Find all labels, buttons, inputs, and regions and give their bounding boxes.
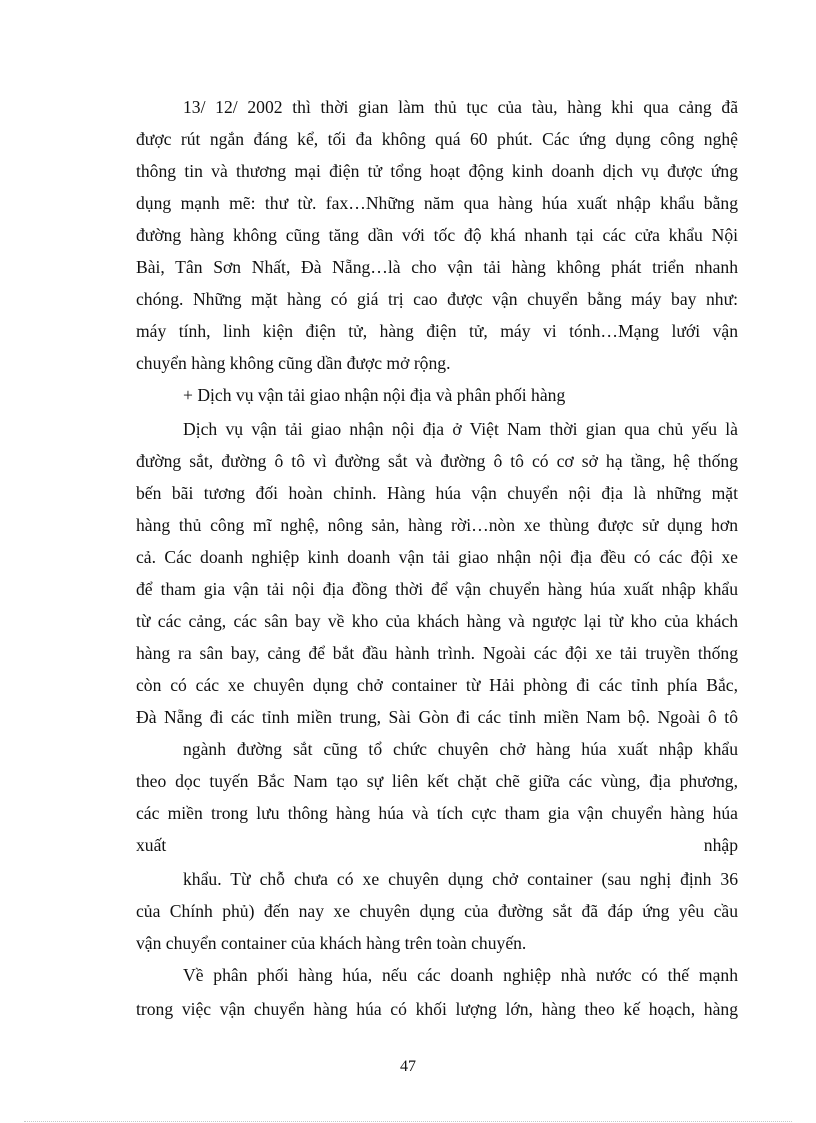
- text-line: Về phân phối hàng húa, nếu các doanh nghiệp nhà nước có thế mạnh: [183, 965, 738, 985]
- text-line: đường hàng không cũng tăng dần với tốc độ khá nhanh tại các cửa khẩu Nội: [136, 225, 738, 245]
- text-line: vận chuyển container của khách hàng trên toàn chuyến.: [136, 933, 527, 953]
- section-heading: + Dịch vụ vận tải giao nhận nội địa và phân phối hàng: [183, 385, 566, 405]
- text-line: theo dọc tuyến Bắc Nam tạo sự liên kết chặt chẽ giữa các vùng, địa phương,: [136, 771, 738, 791]
- text-line: hàng ra sân bay, cảng để bắt đầu hành trình. Ngoài các đội xe tải truyền thống: [136, 643, 738, 663]
- text-line: khẩu. Từ chỗ chưa có xe chuyên dụng chở container (sau nghị định 36: [183, 869, 738, 889]
- text-line: để tham gia vận tải nội địa đồng thời để vận chuyển hàng húa xuất nhập khẩu: [136, 579, 738, 599]
- text-line: Dịch vụ vận tải giao nhận nội địa ở Việt Nam thời gian qua chủ yếu là: [183, 419, 738, 439]
- text-word: nhập: [703, 835, 738, 855]
- text-line: cả. Các doanh nghiệp kinh doanh vận tải giao nhận nội địa đều có các đội xe: [136, 547, 738, 567]
- text-line: Đà Nẵng đi các tỉnh miền trung, Sài Gòn đi các tỉnh miền Nam bộ. Ngoài ô tô: [136, 707, 738, 727]
- text-line: [136, 834, 738, 856]
- text-line: dụng mạnh mẽ: thư từ. fax…Những năm qua hàng húa xuất nhập khẩu bằng: [136, 193, 738, 213]
- text-line: còn có các xe chuyên dụng chở container từ Hải phòng đi các tỉnh phía Bắc,: [136, 675, 738, 695]
- text-line: ngành đường sắt cũng tổ chức chuyên chở hàng húa xuất nhập khẩu: [183, 739, 738, 759]
- text-line: 13/ 12/ 2002 thì thời gian làm thủ tục của tàu, hàng khi qua cảng đã: [183, 97, 738, 117]
- page-number: 47: [400, 1058, 416, 1075]
- text-line: được rút ngắn đáng kể, tối đa không quá 60 phút. Các ứng dụng công nghệ: [136, 129, 738, 149]
- text-line: chuyển hàng không cũng dần được mở rộng.: [136, 353, 451, 373]
- text-line: hàng thủ công mĩ nghệ, nông sản, hàng rời…nòn xe thùng được sử dụng hơn: [136, 515, 738, 535]
- text-line: Bài, Tân Sơn Nhất, Đà Nẵng…là cho vận tải hàng không phát triển nhanh: [136, 257, 738, 277]
- text-line: trong việc vận chuyển hàng húa có khối lượng lớn, hàng theo kế hoạch, hàng: [136, 999, 738, 1019]
- text-line: thông tin và thương mại điện tử tổng hoạt động kinh doanh dịch vụ được ứng: [136, 161, 738, 181]
- text-line: bến bãi tương đối hoàn chỉnh. Hàng húa vận chuyển nội địa là những mặt: [136, 483, 738, 503]
- text-line: các miền trong lưu thông hàng húa và tích cực tham gia vận chuyển hàng húa: [136, 803, 738, 823]
- text-line: của Chính phủ) đến nay xe chuyên dụng của đường sắt đã đáp ứng yêu cầu: [136, 901, 738, 921]
- text-line: chóng. Những mặt hàng có giá trị cao được vận chuyển bằng máy bay như:: [136, 289, 738, 309]
- footer-divider: [24, 1121, 792, 1122]
- text-line: máy tính, linh kiện điện tử, hàng điện tử, máy vi tónh…Mạng lưới vận: [136, 321, 738, 341]
- text-word: xuất: [136, 835, 167, 855]
- text-line: từ các cảng, các sân bay về kho của khách hàng và ngược lại từ kho của khách: [136, 611, 738, 631]
- text-line: đường sắt, đường ô tô vì đường sắt và đường ô tô có cơ sở hạ tầng, hệ thống: [136, 451, 738, 471]
